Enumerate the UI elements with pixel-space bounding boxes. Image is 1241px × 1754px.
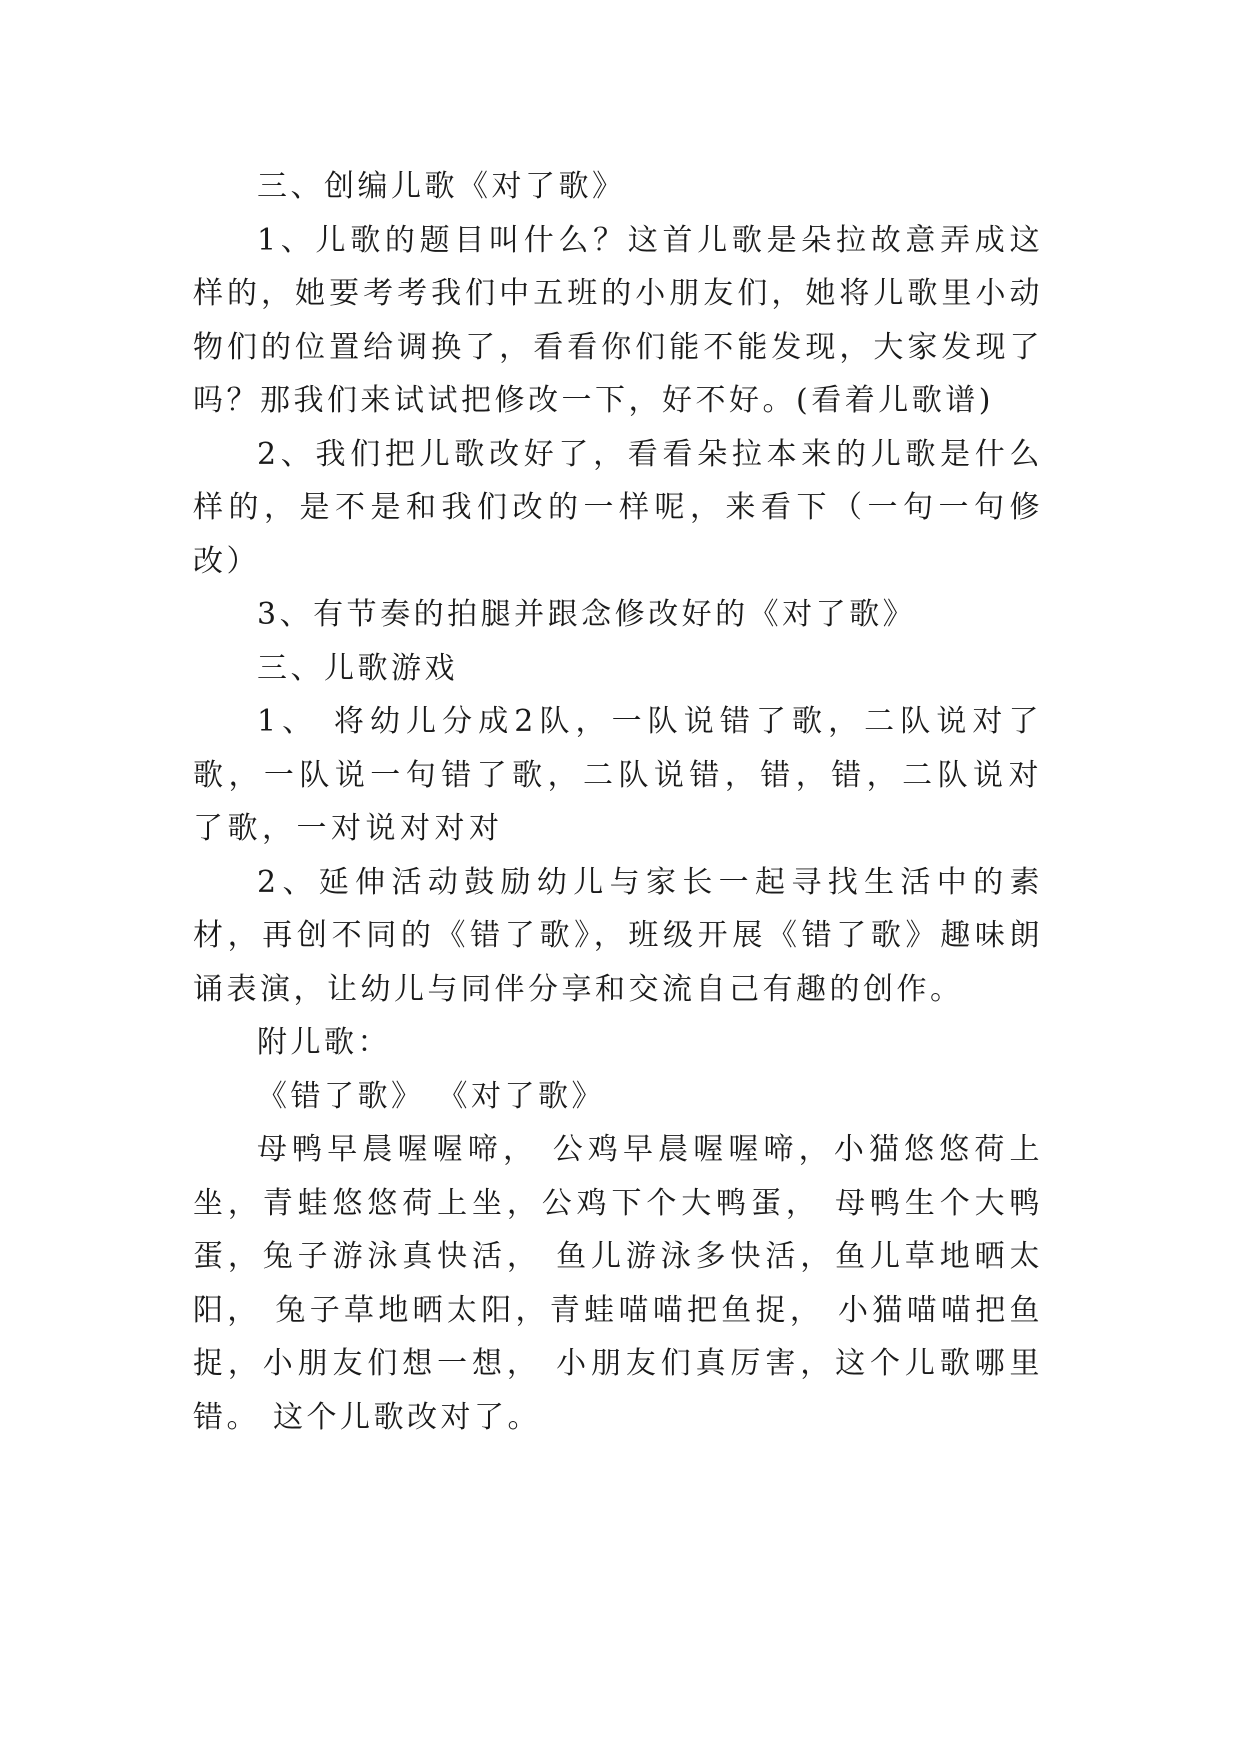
paragraph-step-2: 2、我们把儿歌改好了，看看朵拉本来的儿歌是什么样的，是不是和我们改的一样呢，来看下（一句一句修改）	[193, 436, 1043, 579]
paragraph-step-3: 3、有节奏的拍腿并跟念修改好的《对了歌》	[257, 597, 917, 632]
appendix-heading: 附儿歌：	[257, 1025, 391, 1060]
section-heading-create-song: 三、创编儿歌《对了歌》	[257, 169, 626, 204]
song-titles: 《错了歌》 《对了歌》	[257, 1078, 606, 1114]
paragraph-game-step-2: 2、延伸活动鼓励幼儿与家长一起寻找生活中的素材，再创不同的《错了歌》，班级开展《错了歌》趣味朗诵表演，让幼儿与同伴分享和交流自己有趣的创作。	[193, 864, 1043, 1007]
paragraph-game-step-1: 1、 将幼儿分成2队，一队说错了歌，二队说对了歌，一队说一句错了歌，二队说错，错，错，二队说对了歌，一对说对对对	[193, 704, 1043, 846]
document-body	[193, 160, 1043, 1444]
section-heading-song-game: 三、儿歌游戏	[257, 650, 458, 686]
paragraph-step-1: 1、儿歌的题目叫什么？这首儿歌是朵拉故意弄成这样的，她要考考我们中五班的小朋友们，她将儿歌里小动物们的位置给调换了，看看你们能不能发现，大家发现了吗？那我们来试试把修改一下，好不好。(看着儿歌谱)	[193, 222, 1043, 418]
song-lyrics: 母鸭早晨喔喔啼， 公鸡早晨喔喔啼，小猫悠悠荷上坐，青蛙悠悠荷上坐，公鸡下个大鸭蛋， 母鸭生个大鸭蛋，兔子游泳真快活， 鱼儿游泳多快活，鱼儿草地晒太阳， 兔子草地晒太阳，青蛙喵喵把鱼捉， 小猫喵喵把鱼捉，小朋友们想一想， 小朋友们真厉害，这个儿歌哪里错。 这个儿歌改对了。	[193, 1132, 1043, 1435]
